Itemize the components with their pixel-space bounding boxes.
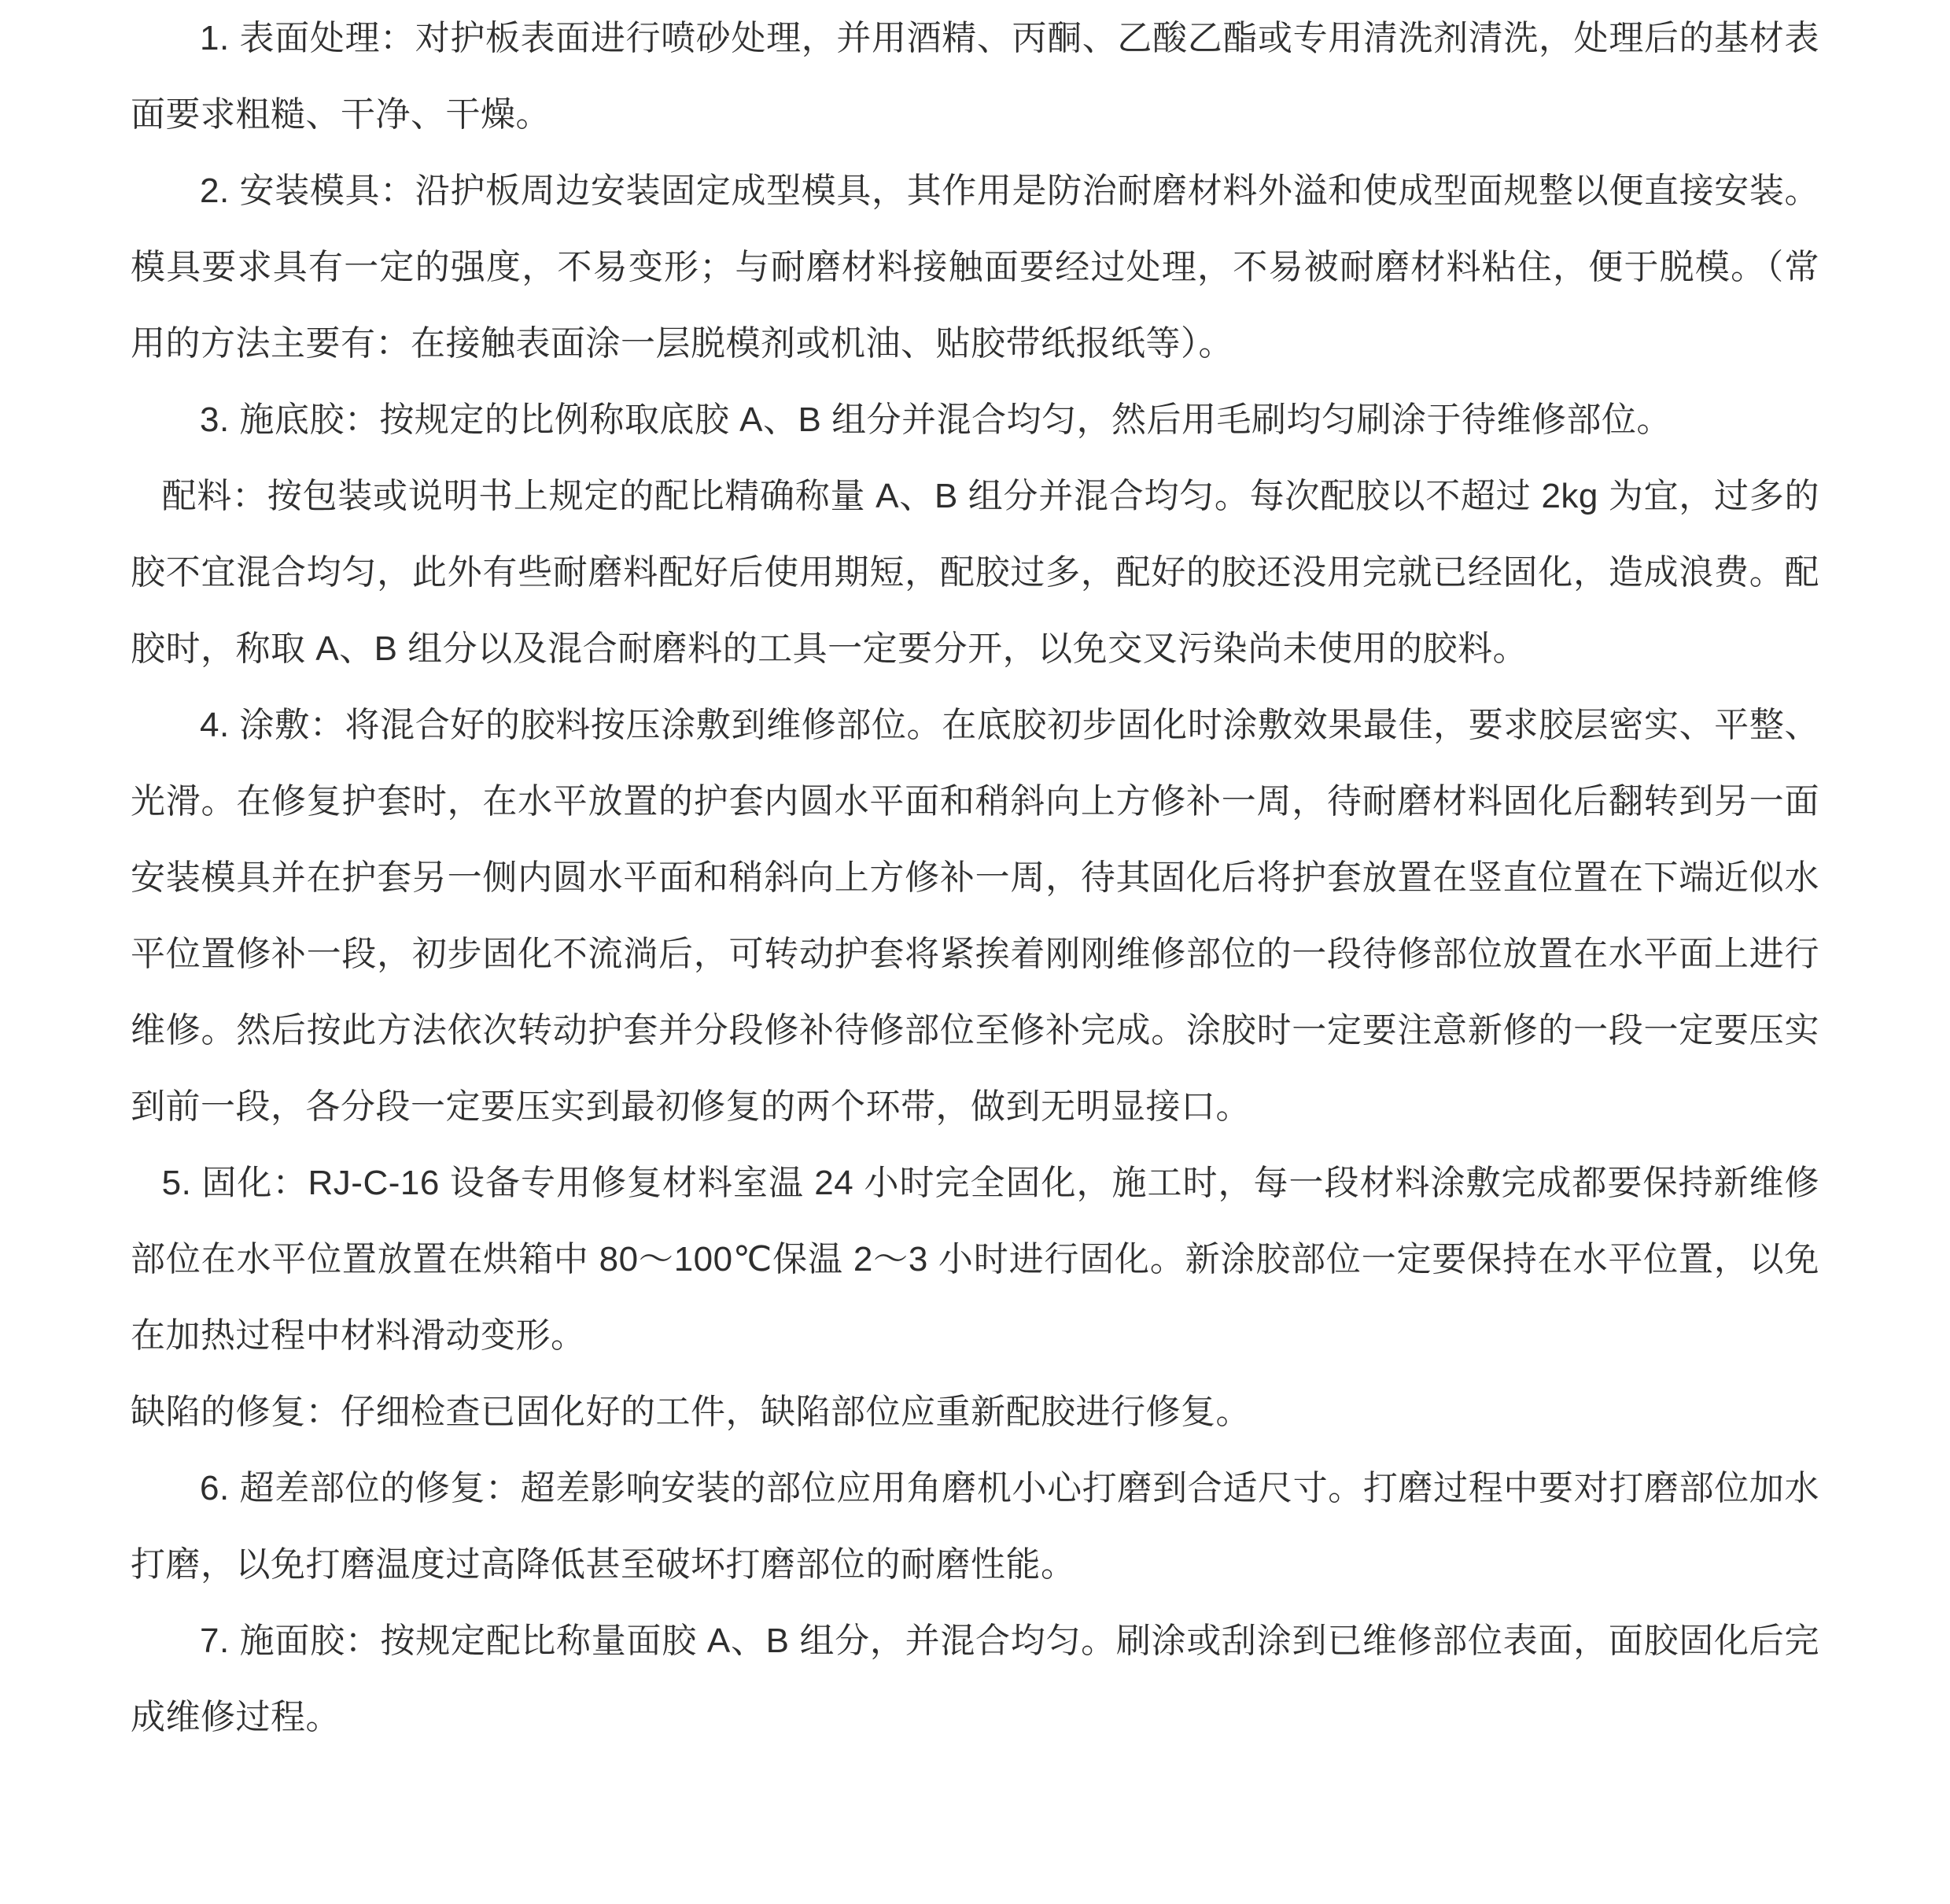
- paragraph-step-1-surface-treatment: 1. 表面处理：对护板表面进行喷砂处理，并用酒精、丙酮、乙酸乙酯或专用清洗剂清洗，处理后的基材表面要求粗糙、干净、干燥。: [131, 19, 1819, 134]
- paragraph-step-2-install-mold: 2. 安装模具：沿护板周边安装固定成型模具，其作用是防治耐磨材料外溢和使成型面规整以便直接安装。模具要求具有一定的强度，不易变形；与耐磨材料接触面要经过处理，不易被耐磨材料粘住，便于脱模。（常用的方法主要有：在接触表面涂一层脱模剂或机油、贴胶带纸报纸等）。: [131, 172, 1819, 363]
- paragraph-step-4-apply-coating: 4. 涂敷：将混合好的胶料按压涂敷到维修部位。在底胶初步固化时涂敷效果最佳，要求胶层密实、平整、光滑。在修复护套时，在水平放置的护套内圆水平面和稍斜向上方修补一周，待耐磨材料固化后翻转到另一面安装模具并在护套另一侧内圆水平面和稍斜向上方修补一周，待其固化后将护套放置在竖直位置在下端近似水平位置修补一段，初步固化不流淌后，可转动护套将紧挨着刚刚维修部位的一段待修部位放置在水平面上进行维修。然后按此方法依次转动护套并分段修补待修部位至修补完成。涂胶时一定要注意新修的一段一定要压实到前一段，各分段一定要压实到最初修复的两个环带，做到无明显接口。: [131, 706, 1819, 1126]
- paragraph-step-6-out-of-tolerance-repair: 6. 超差部位的修复：超差影响安装的部位应用角磨机小心打磨到合适尺寸。打磨过程中要对打磨部位加水打磨，以免打磨温度过高降低甚至破坏打磨部位的耐磨性能。: [131, 1469, 1819, 1584]
- paragraph-defect-repair-note: 缺陷的修复：仔细检查已固化好的工件，缺陷部位应重新配胶进行修复。: [131, 1393, 1251, 1431]
- paragraph-mixing-note: 配料：按包装或说明书上规定的配比精确称量 A、B 组分并混合均匀。每次配胶以不超过 2kg 为宜，过多的胶不宜混合均匀，此外有些耐磨料配好后使用期短，配胶过多，配好的胶还没用完就已经固化，造成浪费。配胶时，称取 A、B 组分以及混合耐磨料的工具一定要分开，以免交叉污染尚未使用的胶料。: [131, 477, 1819, 668]
- paragraph-step-3-primer: 3. 施底胶：按规定的比例称取底胶 A、B 组分并混合均匀，然后用毛刷均匀刷涂于待维修部位。: [200, 400, 1672, 439]
- paragraph-step-7-topcoat: 7. 施面胶：按规定配比称量面胶 A、B 组分，并混合均匀。刷涂或刮涂到已维修部位表面，面胶固化后完成维修过程。: [131, 1622, 1819, 1736]
- paragraph-step-5-curing: 5. 固化：RJ-C-16 设备专用修复材料室温 24 小时完全固化，施工时，每一段材料涂敷完成都要保持新维修部位在水平位置放置在烘箱中 80～100℃保温 2～3 小时进行固化。新涂胶部位一定要保持在水平位置，以免在加热过程中材料滑动变形。: [131, 1164, 1819, 1355]
